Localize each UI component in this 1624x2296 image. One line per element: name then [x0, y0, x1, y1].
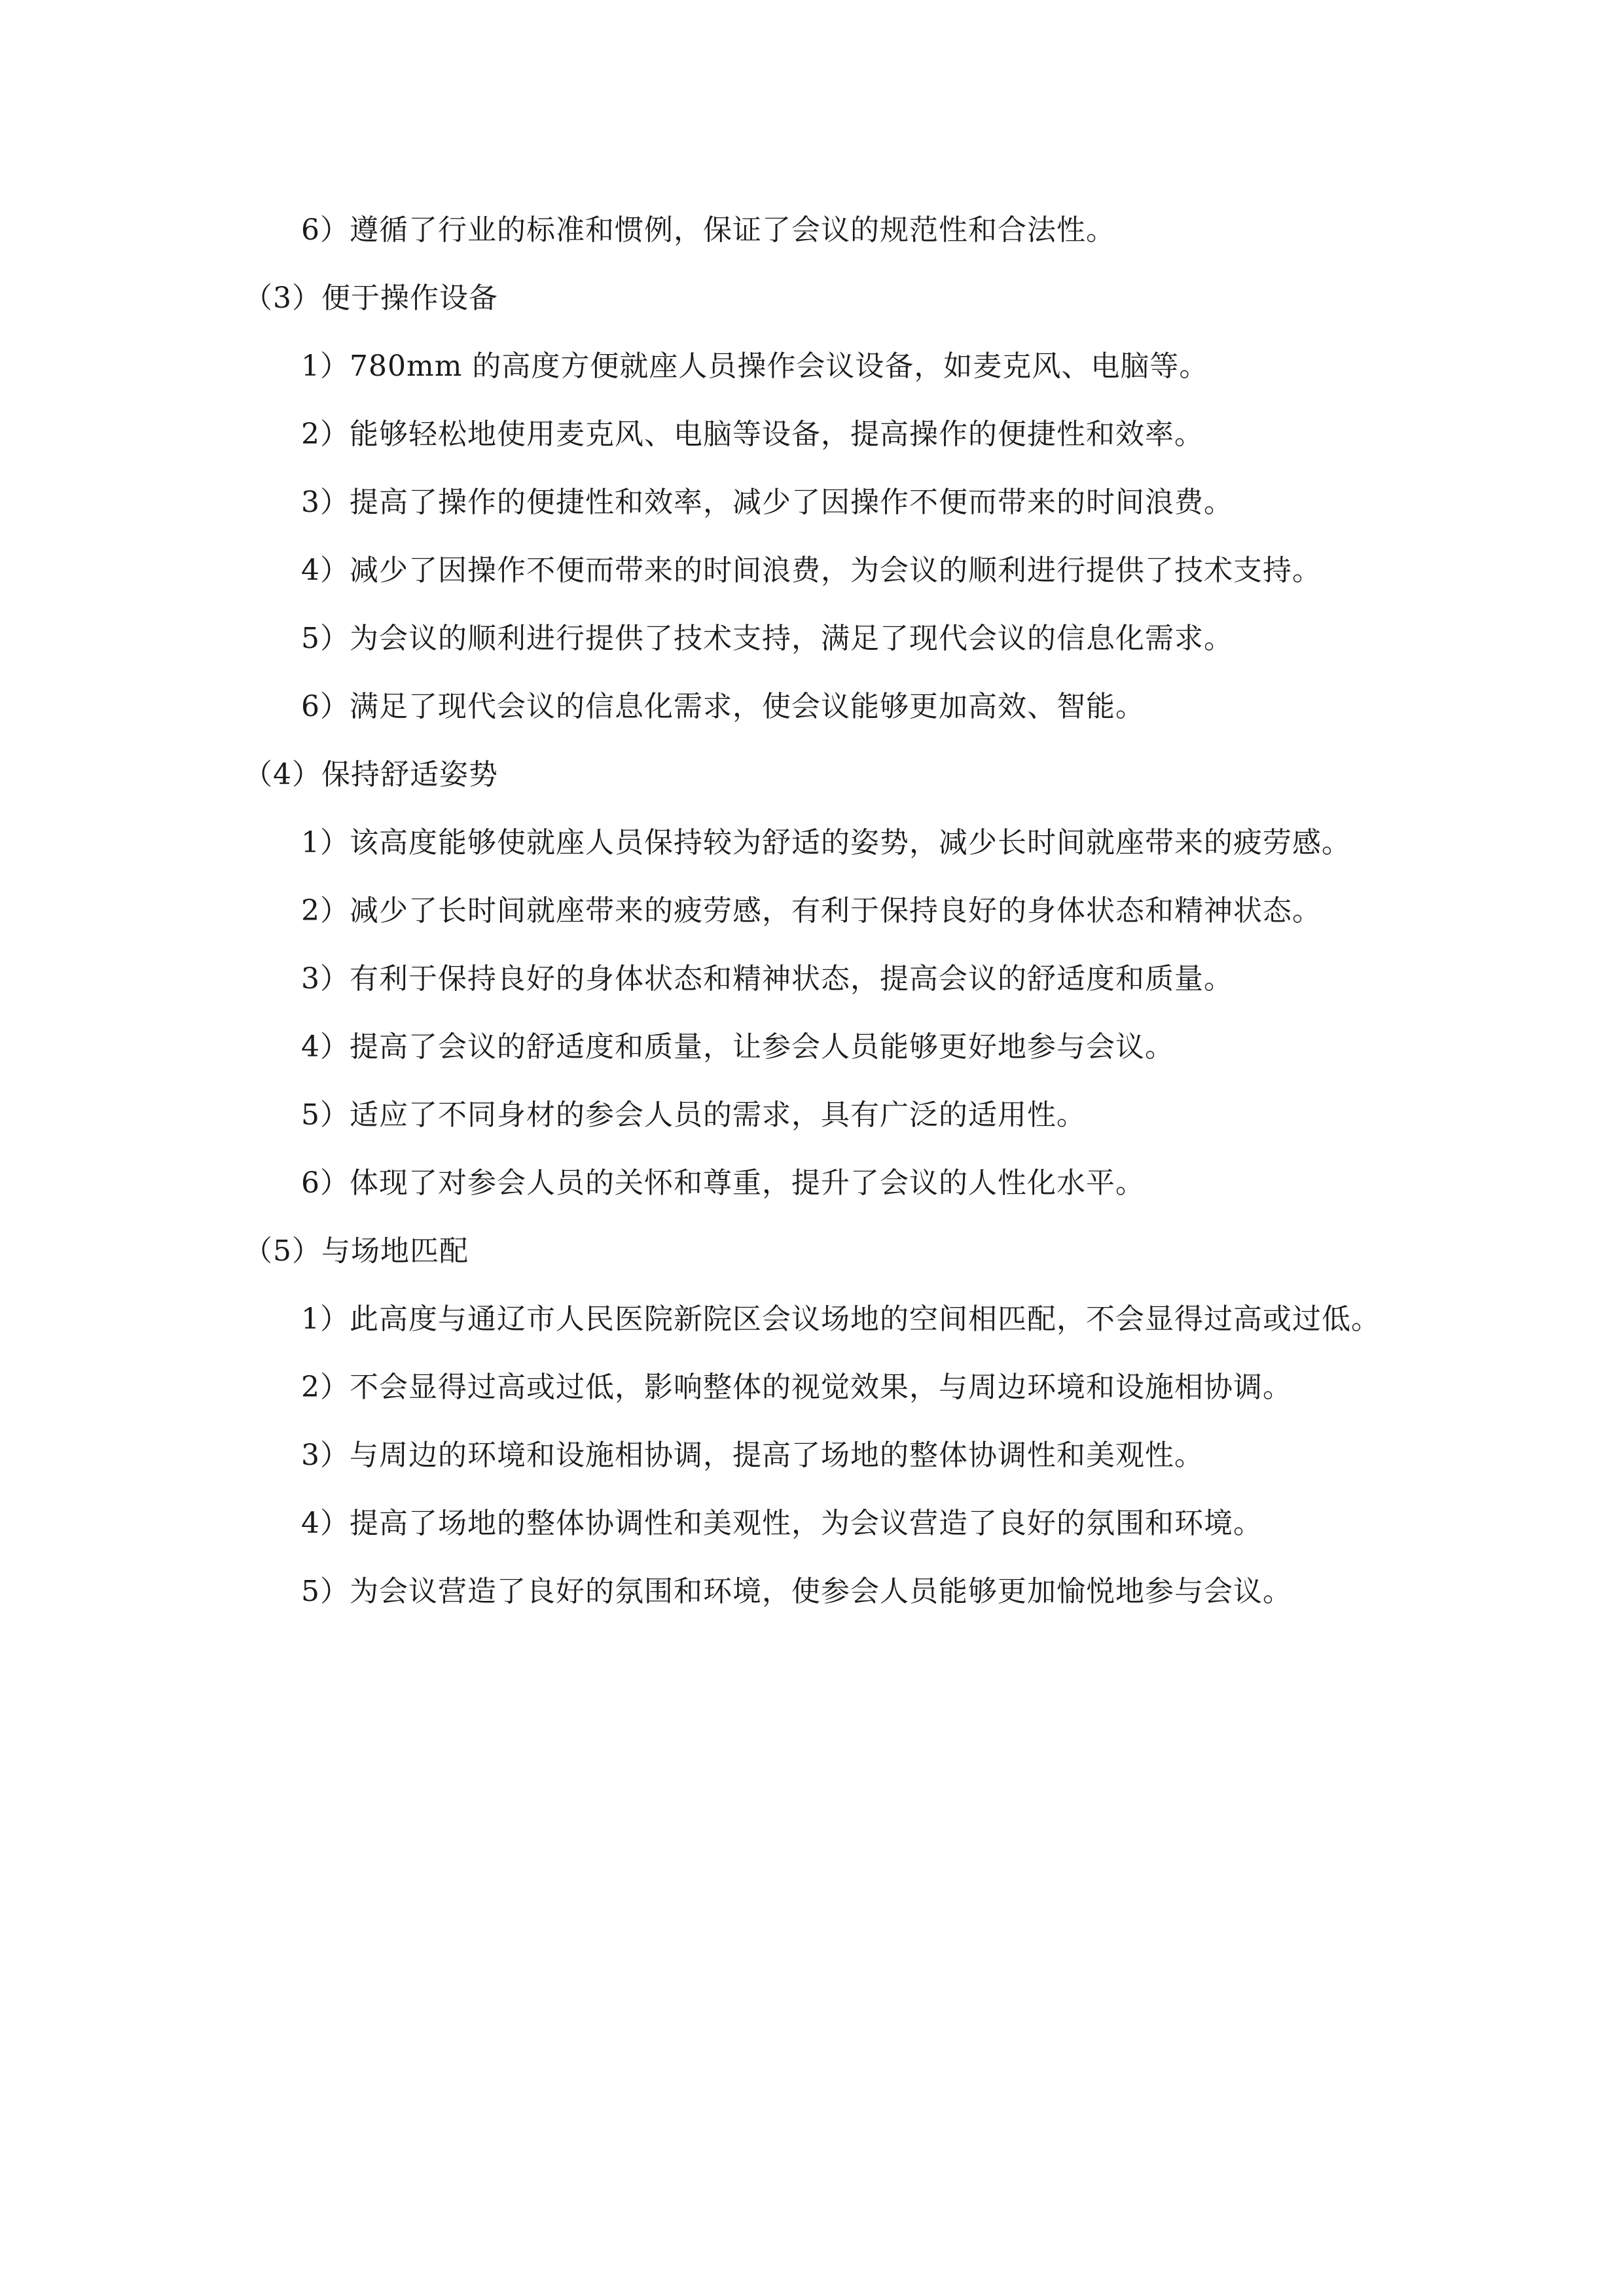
paragraph-3-5: 5）为会议的顺利进行提供了技术支持，满足了现代会议的信息化需求。 [301, 622, 1233, 655]
paragraph-3-2: 2）能够轻松地使用麦克风、电脑等设备，提高操作的便捷性和效率。 [301, 418, 1204, 451]
paragraph-5-4: 4）提高了场地的整体协调性和美观性，为会议营造了良好的氛围和环境。 [301, 1507, 1263, 1540]
paragraph-4-6: 6）体现了对参会人员的关怀和尊重，提升了会议的人性化水平。 [301, 1166, 1145, 1200]
document-body [244, 196, 1389, 1626]
paragraph-4-3: 3）有利于保持良好的身体状态和精神状态，提高会议的舒适度和质量。 [301, 962, 1233, 996]
paragraph-4-4: 4）提高了会议的舒适度和质量，让参会人员能够更好地参与会议。 [301, 1030, 1174, 1064]
paragraph-5-1: 1）此高度与通辽市人民医院新院区会议场地的空间相匹配，不会显得过高或过低。 [301, 1302, 1380, 1336]
paragraph-3-1: 1）780mm 的高度方便就座人员操作会议设备，如麦克风、电脑等。 [301, 350, 1209, 383]
heading-4: （4）保持舒适姿势 [244, 758, 498, 791]
paragraph-5-3: 3）与周边的环境和设施相协调，提高了场地的整体协调性和美观性。 [301, 1439, 1204, 1472]
paragraph-3-3: 3）提高了操作的便捷性和效率，减少了因操作不便而带来的时间浪费。 [301, 486, 1233, 519]
heading-5: （5）与场地匹配 [244, 1234, 469, 1268]
heading-3: （3）便于操作设备 [244, 281, 498, 315]
paragraph-5-5: 5）为会议营造了良好的氛围和环境，使参会人员能够更加愉悦地参与会议。 [301, 1575, 1292, 1608]
paragraph-4-1: 1）该高度能够使就座人员保持较为舒适的姿势，减少长时间就座带来的疲劳感。 [301, 826, 1351, 859]
paragraph-3-6b: 6）满足了现代会议的信息化需求，使会议能够更加高效、智能。 [301, 690, 1145, 723]
paragraph-4-2: 2）减少了长时间就座带来的疲劳感，有利于保持良好的身体状态和精神状态。 [301, 894, 1322, 927]
paragraph-5-2: 2）不会显得过高或过低，影响整体的视觉效果，与周边环境和设施相协调。 [301, 1371, 1292, 1404]
paragraph-3-4: 4）减少了因操作不便而带来的时间浪费，为会议的顺利进行提供了技术支持。 [301, 554, 1322, 587]
paragraph-3-6: 6）遵循了行业的标准和惯例，保证了会议的规范性和合法性。 [301, 213, 1115, 247]
paragraph-4-5: 5）适应了不同身材的参会人员的需求，具有广泛的适用性。 [301, 1098, 1086, 1132]
